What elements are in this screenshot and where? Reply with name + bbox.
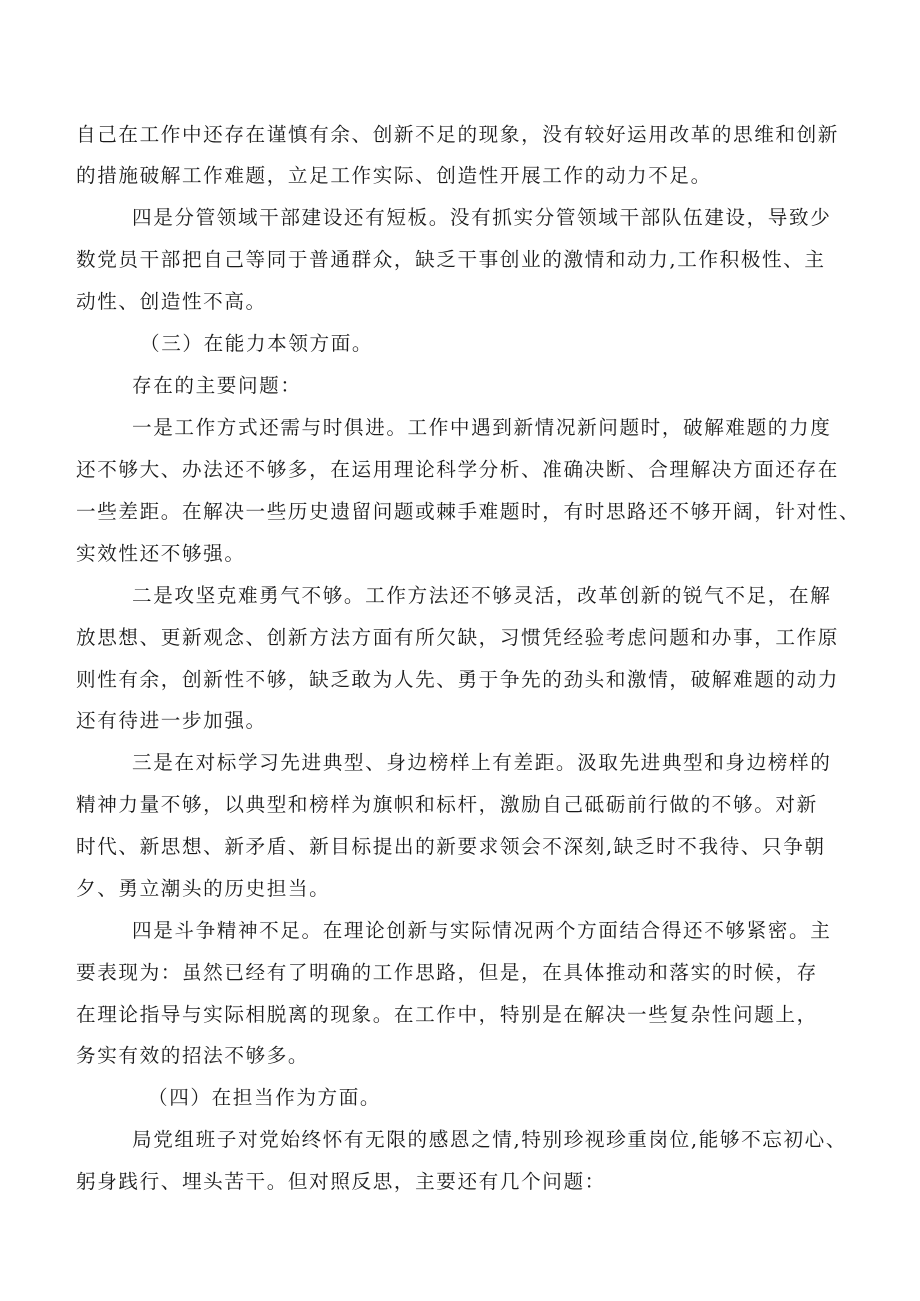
section-heading: （三）在能力本领方面。 xyxy=(140,332,374,355)
text-line: 则性有余，创新性不够，缺乏敢为人先、勇于争先的劲头和激情，破解难题的动力 xyxy=(76,668,839,691)
section-heading: （四）在担当作为方面。 xyxy=(148,1086,382,1109)
text-line: 一是工作方式还需与时俱进。工作中遇到新情况新问题时，破解难题的力度 xyxy=(132,416,832,439)
text-line: 放思想、更新观念、创新方法方面有所欠缺，习惯凭经验考虑问题和办事，工作原 xyxy=(76,626,839,649)
text-line: 要表现为：虽然已经有了明确的工作思路，但是，在具体推动和落实的时候，存 xyxy=(76,961,818,984)
text-line: 动性、创造性不高。 xyxy=(76,290,267,313)
text-line: 在理论指导与实际相脱离的现象。在工作中，特别是在解决一些复杂性问题上， xyxy=(76,1003,818,1026)
text-line: 的措施破解工作难题，立足工作实际、创造性开展工作的动力不足。 xyxy=(76,164,712,187)
text-line: 夕、勇立潮头的历史担当。 xyxy=(76,877,331,900)
text-line: 存在的主要问题： xyxy=(132,374,302,397)
text-line: 躬身践行、埋头苦干。但对照反思，主要还有几个问题： xyxy=(76,1170,606,1193)
text-line: 四是分管领域干部建设还有短板。没有抓实分管领域干部队伍建设，导致少 xyxy=(132,206,832,229)
text-line: 数党员干部把自己等同于普通群众，缺乏干事创业的激情和动力,工作积极性、主 xyxy=(76,248,826,271)
text-line: 还有待进一步加强。 xyxy=(76,709,267,732)
text-line: 精神力量不够，以典型和榜样为旗帜和标杆，激励自己砥砺前行做的不够。对新 xyxy=(76,793,818,816)
text-line: 局党组班子对党始终怀有无限的感恩之情,特别珍视珍重岗位,能够不忘初心、 xyxy=(132,1128,848,1151)
text-line: 一些差距。在解决一些历史遗留问题或棘手难题时，有时思路还不够开阔，针对性、 xyxy=(76,500,861,523)
text-line: 实效性还不够强。 xyxy=(76,542,246,565)
text-line: 时代、新思想、新矛盾、新目标提出的新要求领会不深刻,缺乏时不我待、只争朝 xyxy=(76,835,826,858)
text-line: 务实有效的招法不够多。 xyxy=(76,1044,310,1067)
text-line: 二是攻坚克难勇气不够。工作方法还不够灵活，改革创新的锐气不足，在解 xyxy=(132,584,832,607)
text-line: 自己在工作中还存在谨慎有余、创新不足的现象，没有较好运用改革的思维和创新 xyxy=(76,123,839,146)
text-line: 四是斗争精神不足。在理论创新与实际情况两个方面结合得还不够紧密。主 xyxy=(132,919,832,942)
text-line: 三是在对标学习先进典型、身边榜样上有差距。汲取先进典型和身边榜样的 xyxy=(132,751,832,774)
text-line: 还不够大、办法还不够多，在运用理论科学分析、准确决断、合理解决方面还存在 xyxy=(76,458,839,481)
